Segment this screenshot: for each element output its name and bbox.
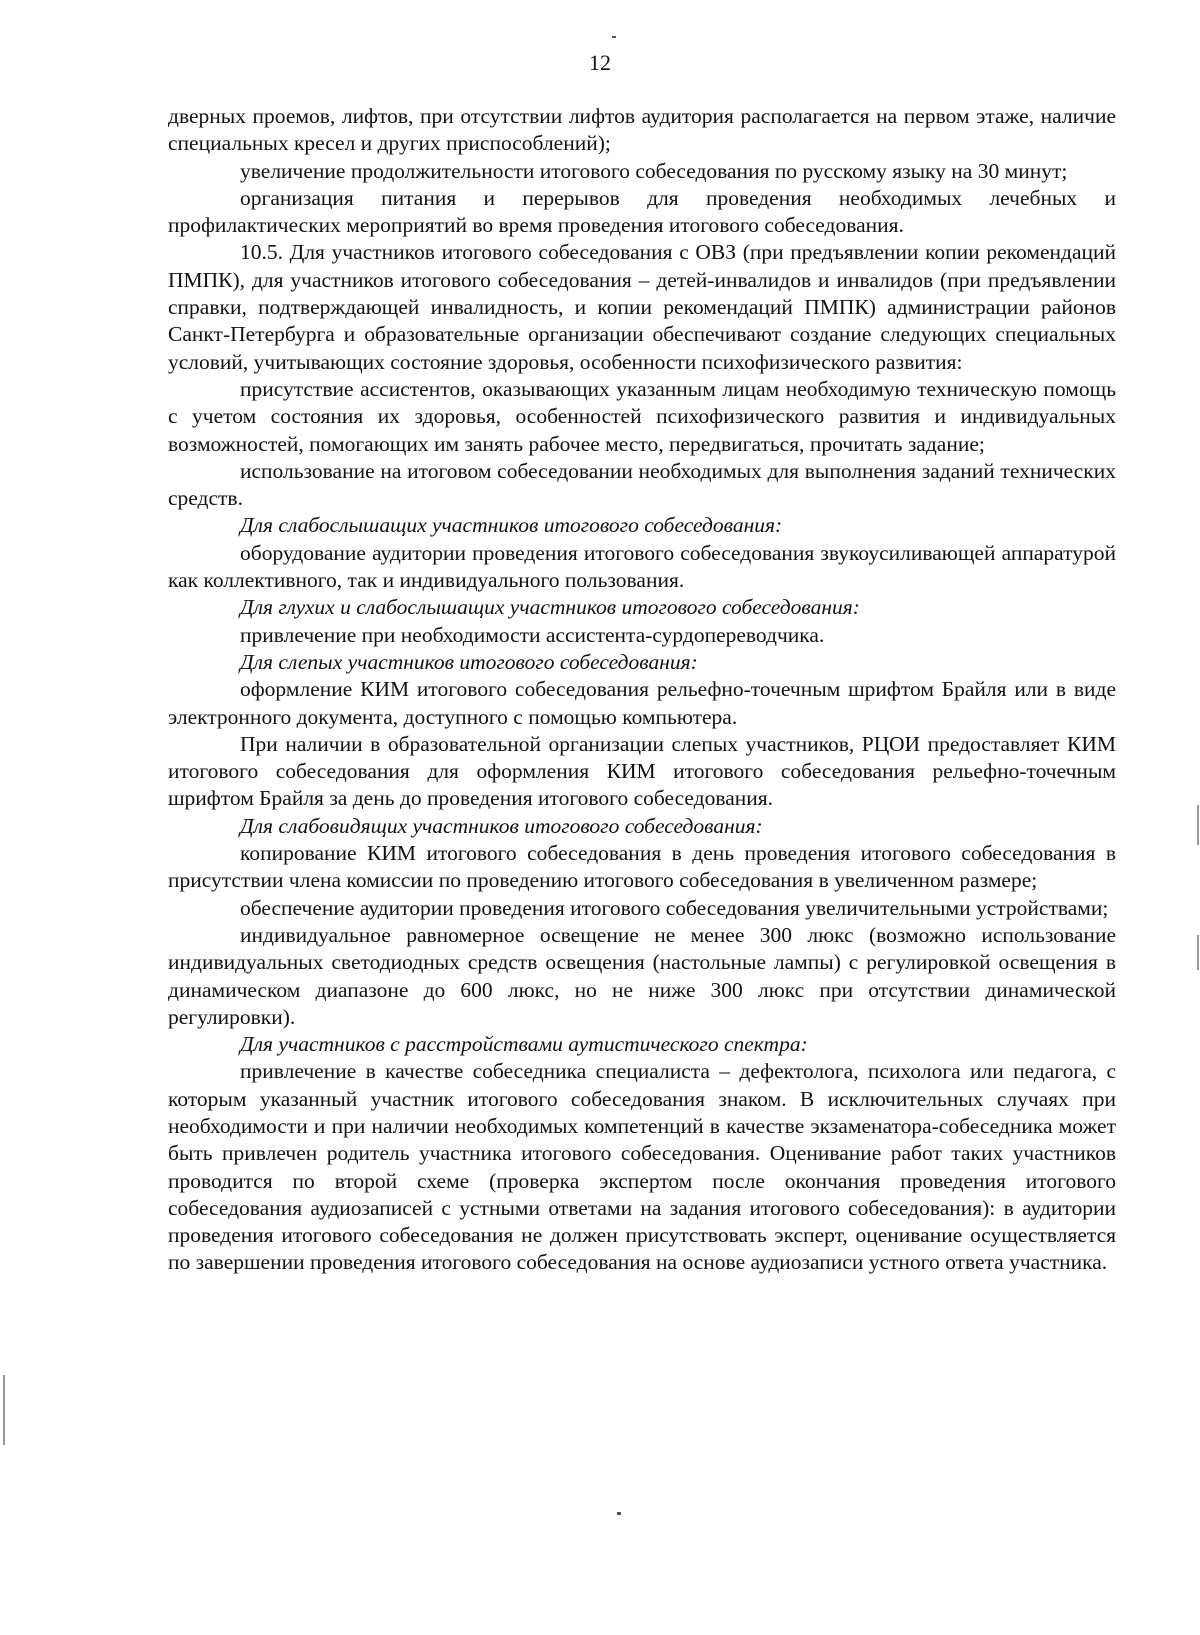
- subheading-hard-of-hearing: Для слабослышащих участников итогового собеседования:: [240, 513, 783, 538]
- paragraph-continuation: дверных проемов, лифтов, при отсутствии лифтов аудитория располагается на первом этаже, наличие специальных кресел и других приспособлений);: [168, 104, 1116, 156]
- paragraph: обеспечение аудитории проведения итогового собеседования увеличительными устройствами;: [240, 895, 1109, 920]
- paragraph: привлечение при необходимости ассистента-сурдопереводчика.: [240, 622, 825, 647]
- page-number: 12: [589, 50, 611, 75]
- paragraph: привлечение в качестве собеседника специалиста – дефектолога, психолога или педагога, с которым указанный участник итогового собеседования знаком. В исключительных случаях при необходимости и при наличии необходимых компетенций в качестве экзаменатора-собеседника может быть привлечен родитель участника итогового собеседования. Оценивание работ таких участников проводится по второй схеме (проверка экспертом после окончания проведения итогового собеседования аудиозаписей с устными ответами на задания итогового собеседования): в аудитории проведения итогового собеседования не должен присутствовать эксперт, оценивание осуществляется по завершении проведения итогового собеседования на основе аудиозаписи устного ответа участника.: [168, 1059, 1116, 1275]
- scan-artifact-right-edge: [1197, 805, 1199, 845]
- paragraph: При наличии в образовательной организации слепых участников, РЦОИ предоставляет КИМ итогового собеседования для оформления КИМ итогового собеседования рельефно-точечным шрифтом Брайля за день до проведения итогового собеседования.: [168, 731, 1116, 811]
- scan-artifact-right-edge-lower: [1197, 935, 1199, 970]
- scan-artifact-top-dot: [612, 36, 616, 38]
- subheading-visually-impaired: Для слабовидящих участников итогового собеседования:: [240, 813, 763, 838]
- paragraph: оформление КИМ итогового собеседования рельефно-точечным шрифтом Брайля или в виде электронного документа, доступного с помощью компьютера.: [168, 677, 1116, 729]
- paragraph: организация питания и перерывов для проведения необходимых лечебных и профилактических мероприятий во время проведения итогового собеседования.: [168, 185, 1116, 238]
- document-body: [168, 103, 1116, 1277]
- scan-artifact-bottom-dot: [617, 1512, 621, 1515]
- paragraph: индивидуальное равномерное освещение не менее 300 люкс (возможно использование индивидуальных светодиодных средств освещения (настольные лампы) с регулировкой освещения в динамическом диапазоне до 600 люкс, но не ниже 300 люкс при отсутствии динамической регулировки).: [168, 922, 1116, 1029]
- paragraph-section-10-5: 10.5. Для участников итогового собеседования с ОВЗ (при предъявлении копии рекомендаций ПМПК), для участников итогового собеседования – детей-инвалидов и инвалидов (при предъявлении справки, подтверждающей инвалидность, и копии рекомендаций ПМПК) администрации районов Санкт-Петербурга и образовательные организации обеспечивают создание следующих специальных условий, учитывающих состояние здоровья, особенности психофизического развития:: [168, 240, 1116, 374]
- paragraph: использование на итоговом собеседовании необходимых для выполнения заданий технических средств.: [168, 458, 1116, 511]
- paragraph: присутствие ассистентов, оказывающих указанным лицам необходимую техническую помощь с учетом состояния их здоровья, особенностей психофизического развития и индивидуальных возможностей, помогающих им занять рабочее место, передвигаться, прочитать задание;: [168, 376, 1116, 456]
- paragraph: оборудование аудитории проведения итогового собеседования звукоусиливающей аппаратурой как коллективного, так и индивидуального пользования.: [168, 540, 1116, 593]
- subheading-deaf: Для глухих и слабослышащих участников итогового собеседования:: [240, 595, 860, 620]
- subheading-autism-spectrum: Для участников с расстройствами аутистического спектра:: [240, 1032, 808, 1057]
- scan-artifact-left-edge: [3, 1375, 5, 1445]
- paragraph: увеличение продолжительности итогового собеседования по русскому языку на 30 минут;: [240, 158, 1068, 183]
- paragraph: копирование КИМ итогового собеседования в день проведения итогового собеседования в присутствии члена комиссии по проведению итогового собеседования в увеличенном размере;: [168, 841, 1116, 893]
- subheading-blind: Для слепых участников итогового собеседования:: [240, 649, 698, 674]
